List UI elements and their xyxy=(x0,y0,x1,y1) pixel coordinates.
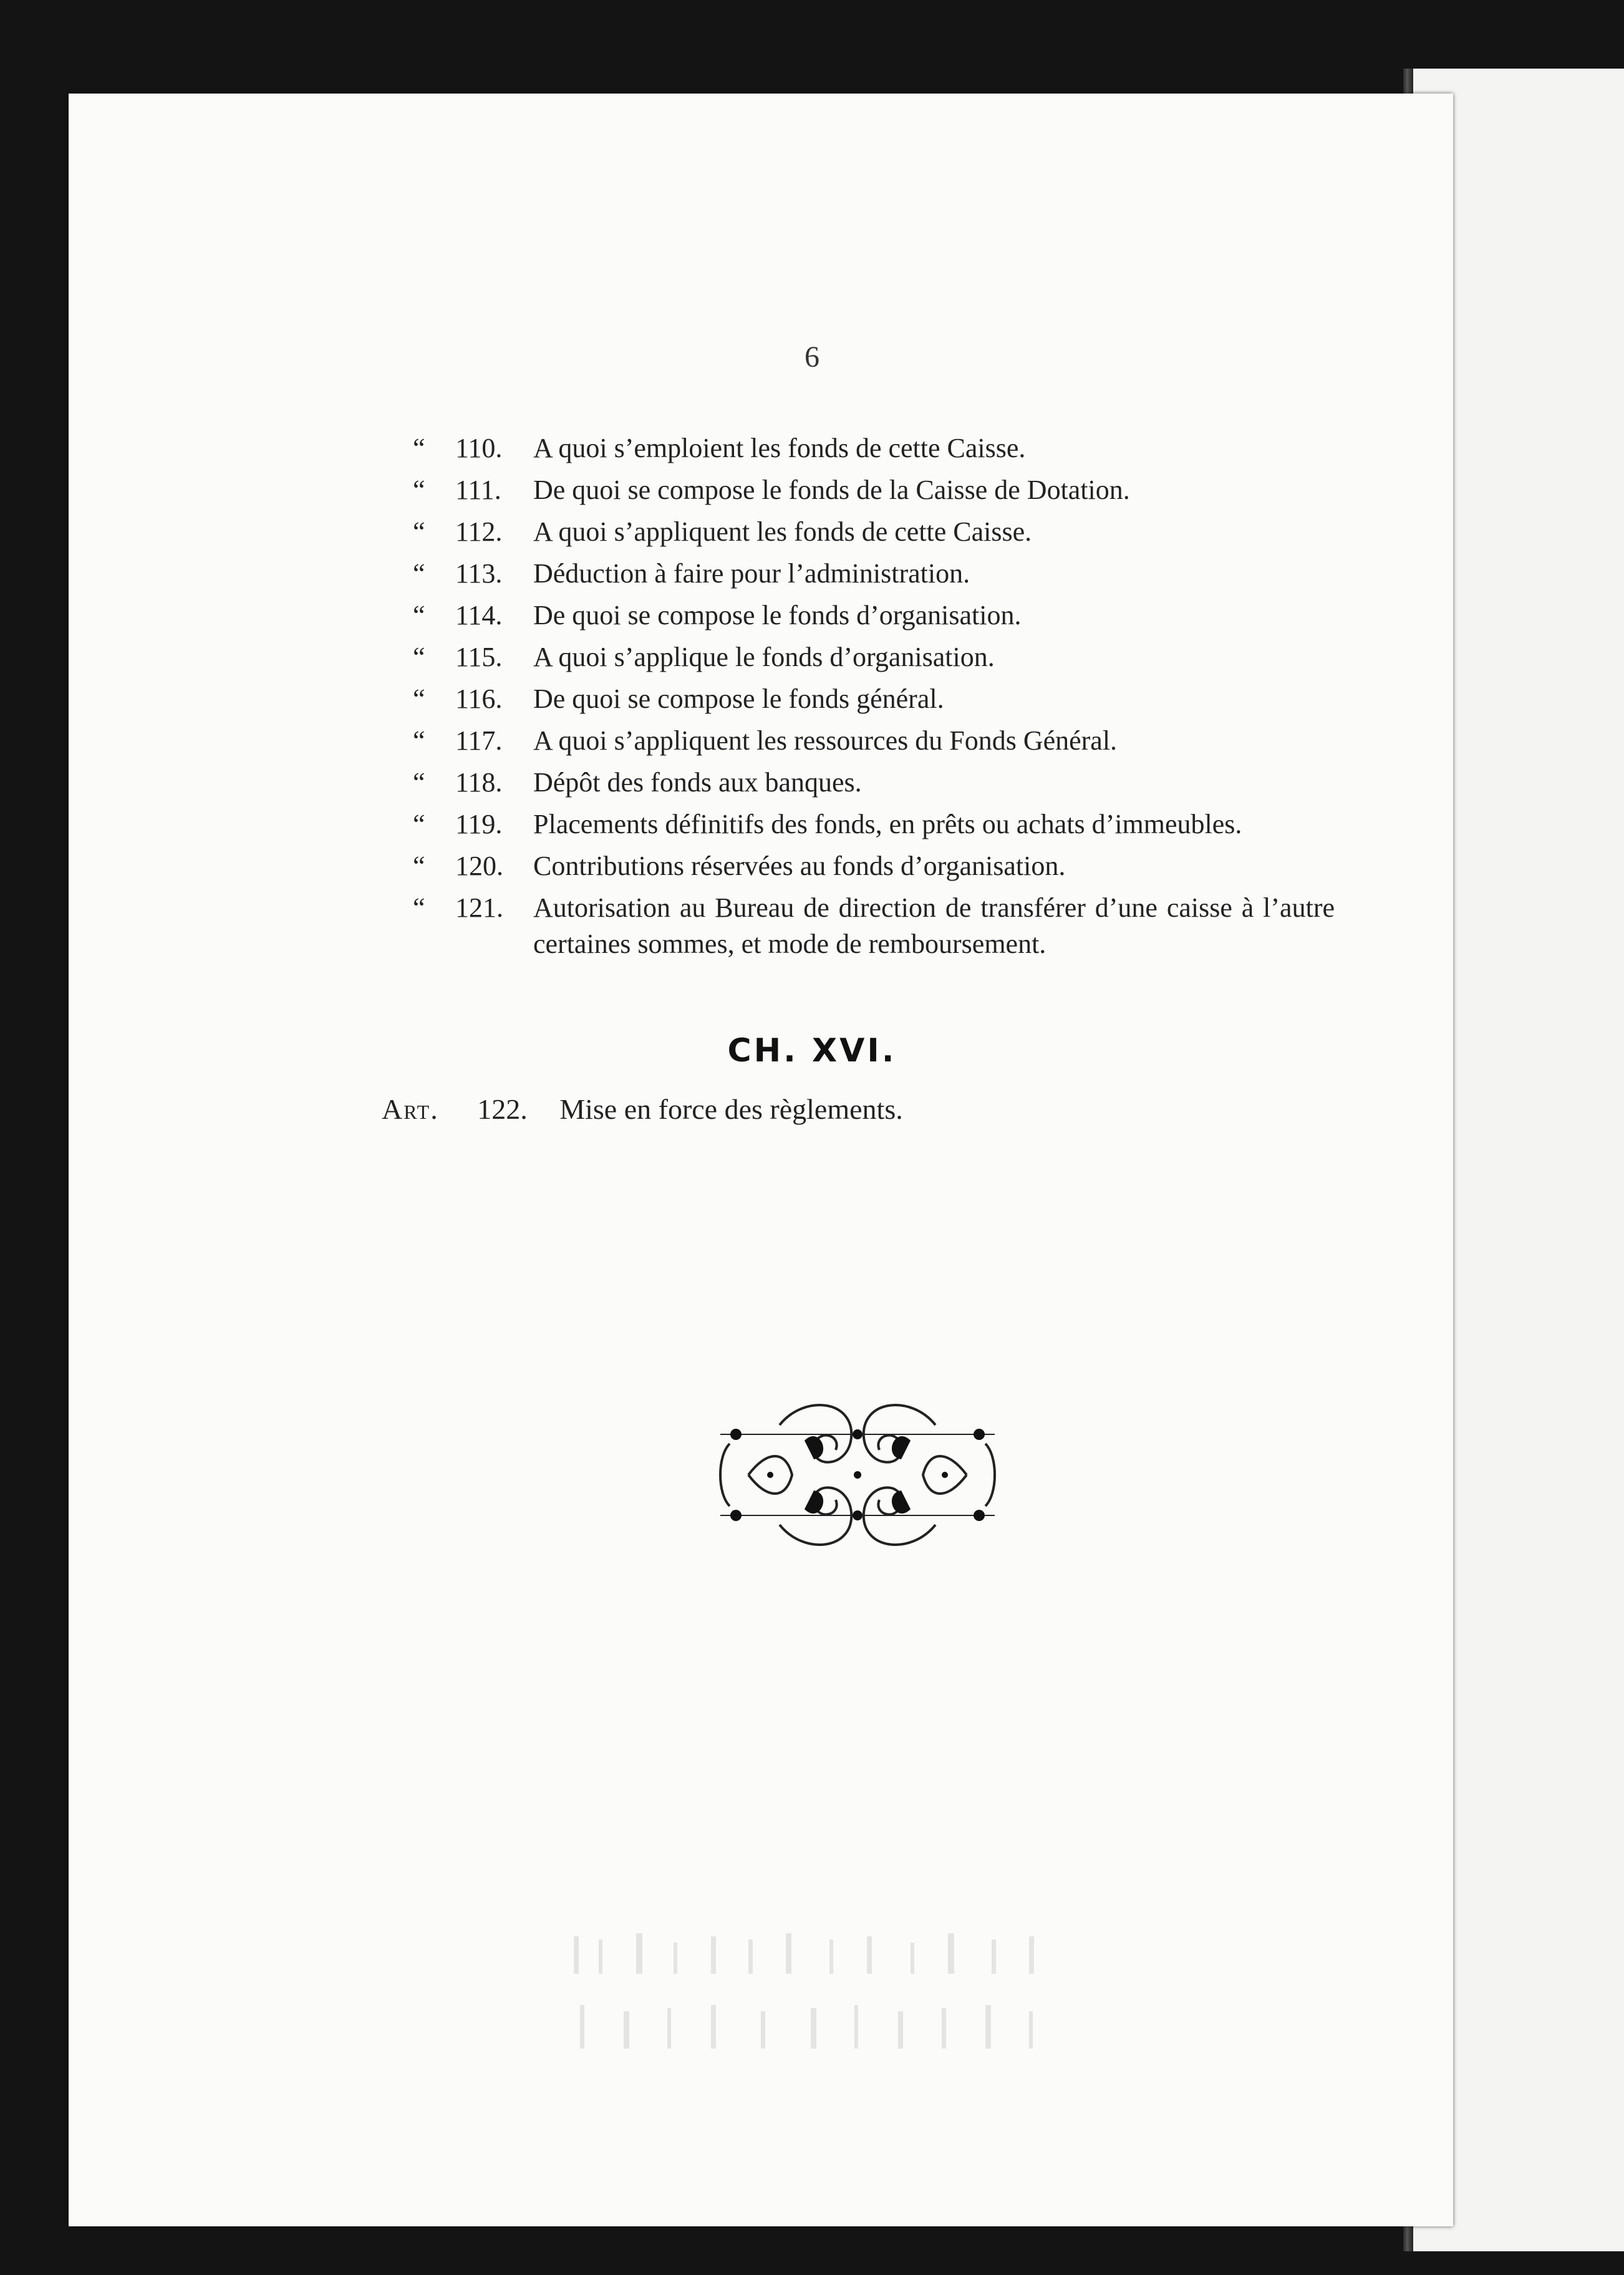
page-number: 6 xyxy=(805,341,819,374)
entry-text: Autorisation au Bureau de direction de transférer d’une caisse à l’autre certaines sommes, et mode de remboursement. xyxy=(533,892,1335,959)
ditto-mark: “ xyxy=(413,558,425,589)
entry-text: Dépôt des fonds aux banques. xyxy=(533,767,862,798)
toc-entry xyxy=(405,806,1335,843)
ditto-mark: “ xyxy=(413,475,425,505)
article-number: 117. xyxy=(455,725,503,756)
article-number: 113. xyxy=(455,558,503,589)
entry-text: Déduction à faire pour l’administration. xyxy=(533,558,970,589)
entry-text: Contributions réservées au fonds d’organisation. xyxy=(533,851,1066,881)
toc-entry xyxy=(405,890,1335,962)
entry-text: A quoi s’applique le fonds d’organisation. xyxy=(533,642,995,672)
article-number: 114. xyxy=(455,600,503,630)
toc-entry xyxy=(405,472,1335,508)
faded-library-stamp xyxy=(561,1924,1060,2074)
article-number: 112. xyxy=(455,516,503,547)
toc-entry xyxy=(405,848,1335,884)
ditto-mark: “ xyxy=(413,851,425,881)
entry-text: De quoi se compose le fonds général. xyxy=(533,683,944,714)
article-number: 111. xyxy=(455,475,501,505)
article-number: 121. xyxy=(455,892,503,923)
entry-text: De quoi se compose le fonds de la Caisse de Dotation. xyxy=(533,475,1130,505)
article-number: 122. xyxy=(477,1093,528,1125)
toc-entry xyxy=(405,765,1335,801)
chapter-heading: CH. XVI. xyxy=(727,1032,897,1070)
article-number: 115. xyxy=(455,642,503,672)
ditto-mark: “ xyxy=(413,600,425,630)
article-number: 120. xyxy=(455,851,503,881)
ditto-mark: “ xyxy=(413,516,425,547)
toc-entry xyxy=(405,556,1335,592)
entry-text: A quoi s’appliquent les ressources du Fonds Général. xyxy=(533,725,1118,756)
toc-entry xyxy=(405,681,1335,717)
entry-text: A quoi s’emploient les fonds de cette Caisse. xyxy=(533,433,1026,463)
article-number: 116. xyxy=(455,683,503,714)
ditto-mark: “ xyxy=(413,809,425,839)
article-number: 119. xyxy=(455,809,503,839)
ditto-mark: “ xyxy=(413,433,425,463)
document-page xyxy=(69,94,1453,2226)
ditto-mark: “ xyxy=(413,725,425,756)
toc-entry xyxy=(405,723,1335,759)
article-text: Mise en force des règlements. xyxy=(559,1093,903,1125)
article-number: 110. xyxy=(455,433,503,463)
ditto-mark: “ xyxy=(413,892,425,923)
entry-text: Placements définitifs des fonds, en prêts ou achats d’immeubles. xyxy=(533,809,1242,839)
article-number: 118. xyxy=(455,767,503,798)
article-line xyxy=(382,1093,903,1126)
ditto-mark: “ xyxy=(413,767,425,798)
ornament-fleuron-icon xyxy=(711,1388,1004,1562)
article-label: Art. xyxy=(382,1093,439,1125)
entry-text: De quoi se compose le fonds d’organisation. xyxy=(533,600,1022,630)
ditto-mark: “ xyxy=(413,683,425,714)
toc-entry xyxy=(405,514,1335,550)
toc-entry xyxy=(405,597,1335,634)
table-of-contents xyxy=(405,430,1335,968)
ditto-mark: “ xyxy=(413,642,425,672)
toc-entry xyxy=(405,430,1335,466)
toc-entry xyxy=(405,639,1335,675)
entry-text: A quoi s’appliquent les fonds de cette Caisse. xyxy=(533,516,1032,547)
